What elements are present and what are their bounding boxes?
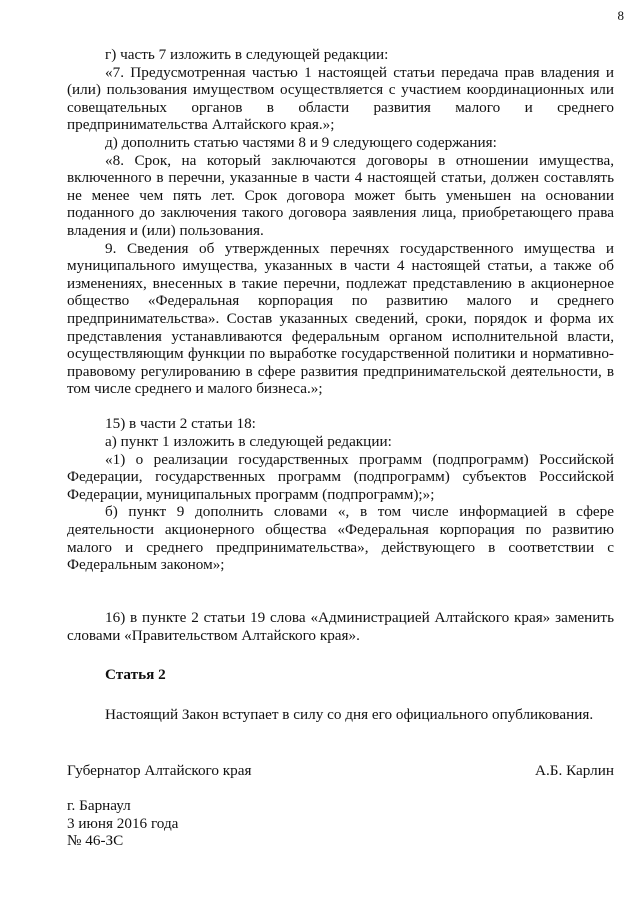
spacer [67, 644, 614, 666]
spacer [67, 684, 614, 706]
paragraph-item16: 16) в пункте 2 статьи 19 слова «Администрацией Алтайского края» заменить словами «Правительством Алтайского края». [67, 609, 614, 644]
paragraph-b: б) пункт 9 дополнить словами «, в том числе информацией в сфере деятельности акционерного общества «Федеральная корпорация по развитию малого и среднего предпринимательства», действующего в соответствии с Федеральным законом»; [67, 503, 614, 574]
paragraph-part9-text: 9. Сведения об утвержденных перечнях государственного имущества и муниципального имущества, указанных в части 4 настоящей статьи, а также об изменениях, внесенных в такие перечни, подлежат представлению в акционерное общество «Федеральная корпорация по развитию малого и среднего предпринимательства». Состав указанных сведений, сроки, порядок и форма их представления устанавливаются федеральным органом исполнительной власти, осуществляющим функции по выработке государственной политики и нормативно-правовому регулированию в сфере развития предпринимательской деятельности, в том числе среднего и малого бизнеса.»; [67, 239, 614, 398]
law-number: № 46-ЗС [67, 832, 124, 850]
signatory-name: А.Б. Карлин [535, 762, 614, 779]
paragraph-part7-text: «7. Предусмотренная частью 1 настоящей статьи передача прав владения и (или) пользования имуществом осуществляется с участием координационных или совещательных органов в области развития малого и среднего предпринимательства Алтайского края.»; [67, 63, 614, 134]
page-number: 8 [617, 8, 624, 23]
spacer [67, 591, 614, 609]
spacer [67, 398, 614, 416]
signatory-title: Губернатор Алтайского края [67, 762, 252, 779]
paragraph-g: г) часть 7 изложить в следующей редакции: [105, 46, 389, 63]
spacer [67, 574, 614, 592]
paragraph-point1-text: «1) о реализации государственных программ (подпрограмм) Российской Федерации, государственных программ (подпрограмм) субъектов Российской Федерации, муниципальных программ (подпрограмм);»; [67, 450, 614, 503]
city: г. Барнаул [67, 797, 131, 814]
place-date-block [67, 797, 178, 850]
paragraph-part8-text: «8. Срок, на который заключаются договоры в отношении имущества, включенного в перечни, указанные в части 4 настоящей статьи, должен составлять не менее чем пять лет. Срок договора может быть уменьшен на основании поданного до заключения такого договора заявления лица, приобретающего права владения и (или) пользования. [67, 151, 614, 239]
document-body [67, 46, 614, 723]
paragraph-item15: 15) в части 2 статьи 18: [105, 415, 256, 433]
signature-row [67, 762, 614, 780]
article-heading: Статья 2 [105, 666, 166, 684]
paragraph-a: а) пункт 1 изложить в следующей редакции: [105, 433, 392, 451]
date: 3 июня 2016 года [67, 814, 179, 832]
paragraph-d: д) дополнить статью частями 8 и 9 следующего содержания: [105, 133, 497, 151]
enactment-clause: Настоящий Закон вступает в силу со дня его официального опубликования. [105, 705, 594, 723]
